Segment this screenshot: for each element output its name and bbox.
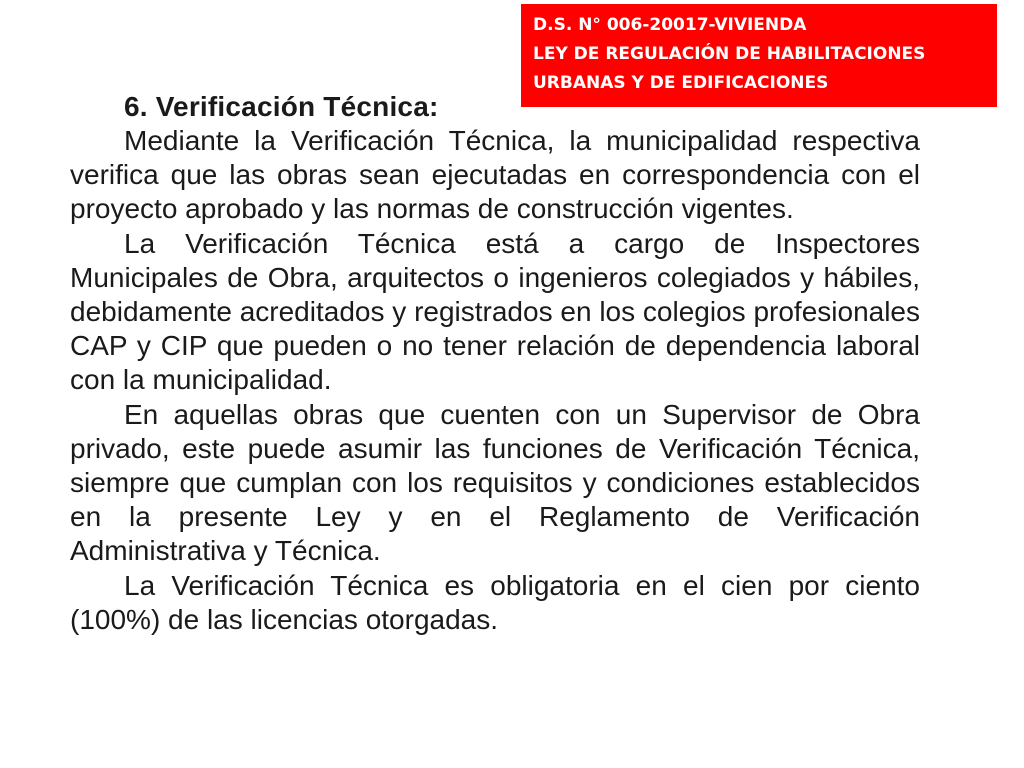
paragraph-verification-definition: Mediante la Verificación Técnica, la municipalidad respectiva verifica que las obras sean ejecutadas en correspondencia con el proyecto aprobado y las normas de construcción vigentes. bbox=[70, 125, 920, 225]
paragraph-verification-responsibility: La Verificación Técnica está a cargo de Inspectores Municipales de Obra, arquitectos o ingenieros colegiados y hábiles, debidamente acreditados y registrados en los colegios profesionales CAP y CIP que pueden o no tener relación de dependencia laboral con la municipalidad. bbox=[70, 227, 920, 396]
banner-line-law-title: LEY DE REGULACIÓN DE HABILITACIONES bbox=[533, 44, 926, 64]
section-title: 6. Verificación Técnica: bbox=[124, 91, 439, 122]
paragraph-private-supervisor: En aquellas obras que cuenten con un Supervisor de Obra privado, este puede asumir las funciones de Verificación Técnica, siempre que cumplan con los requisitos y condiciones establecidos en la presente Ley y en el Reglamento de Verificación Administrativa y Técnica. bbox=[70, 398, 920, 567]
banner-line-decree: D.S. N° 006-20017-VIVIENDA bbox=[533, 15, 807, 35]
banner-line-law-title-cont: URBANAS Y DE EDIFICACIONES bbox=[533, 73, 829, 93]
document-body bbox=[70, 90, 920, 637]
paragraph-mandatory-coverage: La Verificación Técnica es obligatoria en el cien por ciento (100%) de las licencias otorgadas. bbox=[70, 569, 920, 635]
